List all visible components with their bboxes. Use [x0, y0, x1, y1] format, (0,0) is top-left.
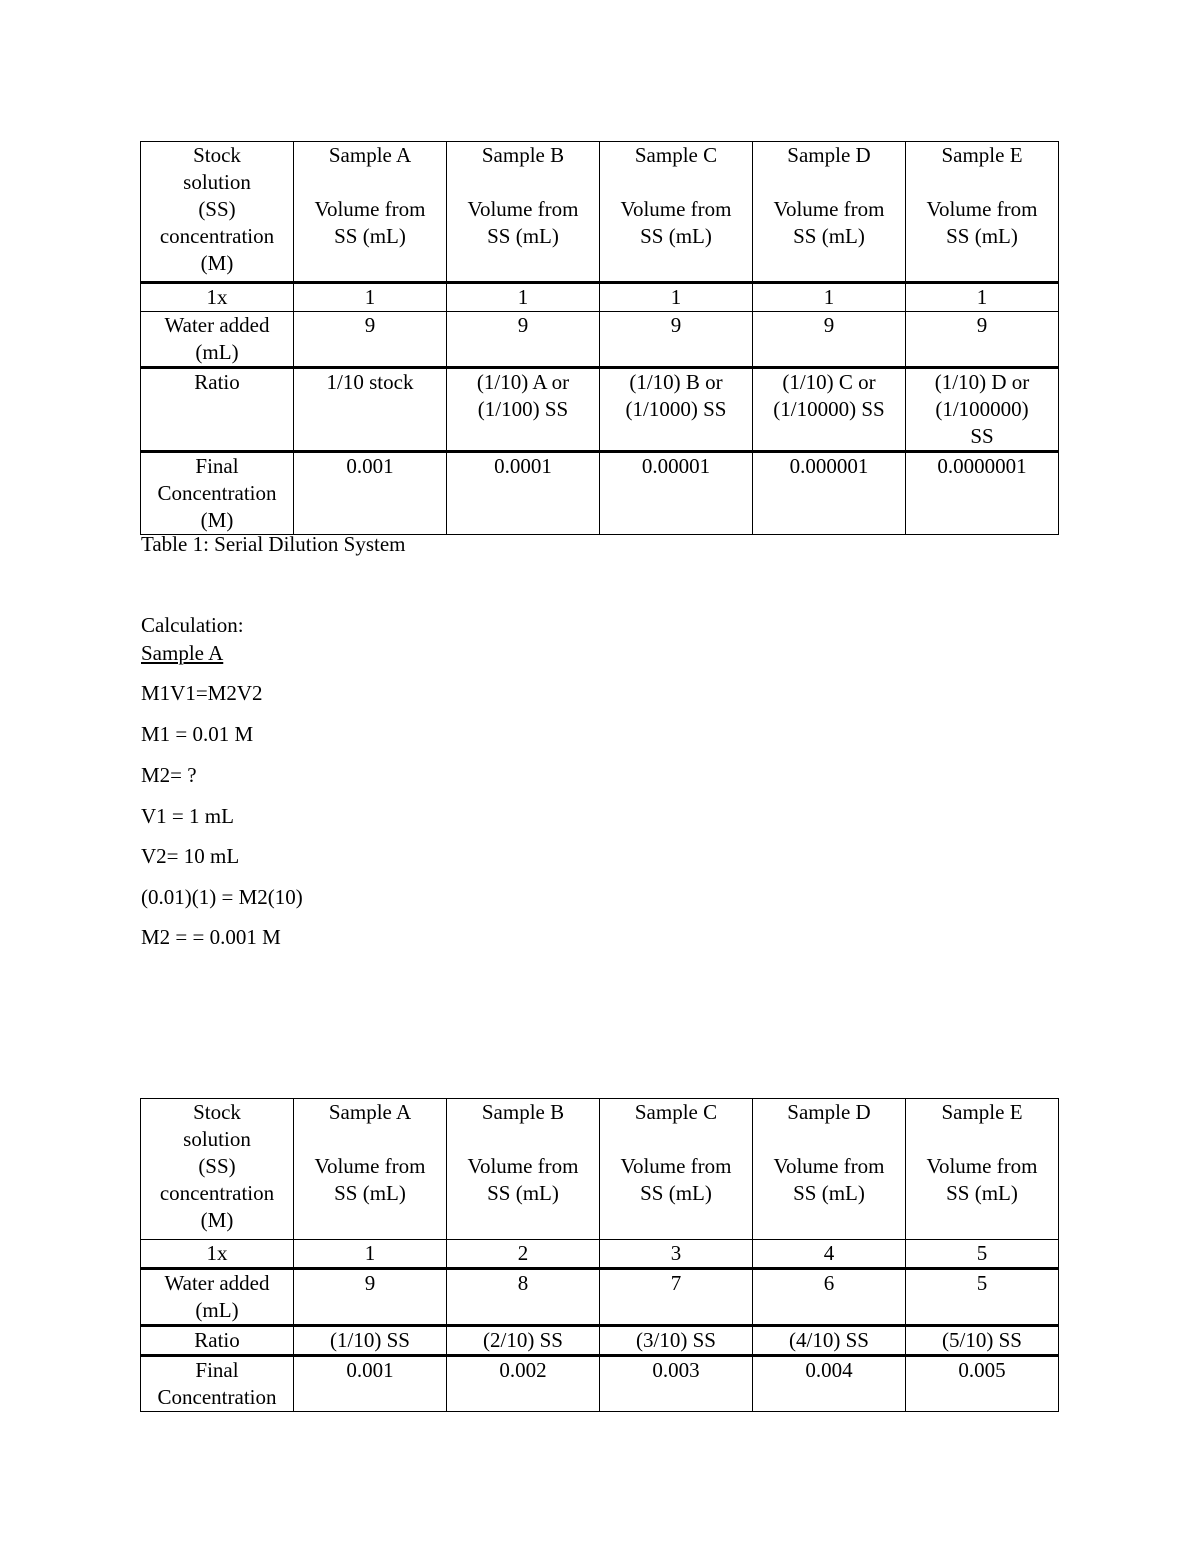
table-cell: Final Concentration [141, 1356, 294, 1412]
table-cell: 1x [141, 283, 294, 312]
table-cell: 9 [906, 312, 1059, 368]
table-row [141, 1240, 1059, 1269]
table-cell: Final Concentration (M) [141, 452, 294, 535]
header-cell: Sample D Volume from SS (mL) [753, 1099, 906, 1240]
table-cell: 1 [906, 283, 1059, 312]
table-cell: Water added (mL) [141, 1269, 294, 1326]
table-cell: (4/10) SS [753, 1326, 906, 1356]
table-cell: 0.001 [294, 452, 447, 535]
table-cell: 9 [753, 312, 906, 368]
table-cell: 1 [447, 283, 600, 312]
table-cell: 1 [294, 1240, 447, 1269]
equation-line: M2 = = 0.001 M [141, 925, 281, 949]
table-row [141, 452, 1059, 535]
table-cell: 0.000001 [753, 452, 906, 535]
calculation-heading: Calculation: [141, 613, 244, 637]
header-cell: Sample C Volume from SS (mL) [600, 142, 753, 283]
table-cell: 1 [294, 283, 447, 312]
header-cell: Stock solution (SS) concentration (M) [141, 1099, 294, 1240]
equation-line: M1V1=M2V2 [141, 681, 263, 705]
table-cell: Ratio [141, 368, 294, 452]
table-cell: 9 [447, 312, 600, 368]
serial-dilution-table [140, 141, 1059, 535]
table-cell: Water added (mL) [141, 312, 294, 368]
table-cell: (5/10) SS [906, 1326, 1059, 1356]
header-cell: Sample E Volume from SS (mL) [906, 142, 1059, 283]
header-cell: Sample D Volume from SS (mL) [753, 142, 906, 283]
table-cell: 0.003 [600, 1356, 753, 1412]
table-cell: 1x [141, 1240, 294, 1269]
table-row [141, 368, 1059, 452]
table-cell: (1/10) SS [294, 1326, 447, 1356]
table-cell: 5 [906, 1240, 1059, 1269]
table-cell: (1/10) B or (1/1000) SS [600, 368, 753, 452]
table-header-row [141, 142, 1059, 283]
table-cell: 0.0001 [447, 452, 600, 535]
table-cell: 0.001 [294, 1356, 447, 1412]
table-cell: 1/10 stock [294, 368, 447, 452]
equation-line: V2= 10 mL [141, 844, 240, 868]
equation-line: (0.01)(1) = M2(10) [141, 885, 303, 909]
table-cell: 9 [294, 312, 447, 368]
table-cell: 7 [600, 1269, 753, 1326]
table-cell: 9 [600, 312, 753, 368]
table-cell: 0.00001 [600, 452, 753, 535]
header-cell: Sample E Volume from SS (mL) [906, 1099, 1059, 1240]
table-cell: 6 [753, 1269, 906, 1326]
header-cell: Sample A Volume from SS (mL) [294, 1099, 447, 1240]
table-cell: 9 [294, 1269, 447, 1326]
equation-line: V1 = 1 mL [141, 804, 234, 828]
header-cell: Sample B Volume from SS (mL) [447, 1099, 600, 1240]
table-cell: (1/10) A or (1/100) SS [447, 368, 600, 452]
table-cell: 0.0000001 [906, 452, 1059, 535]
table-cell: Ratio [141, 1326, 294, 1356]
table-cell: 5 [906, 1269, 1059, 1326]
equation-line: M1 = 0.01 M [141, 722, 254, 746]
table-cell: (1/10) C or (1/10000) SS [753, 368, 906, 452]
table-cell: 3 [600, 1240, 753, 1269]
table-cell: 1 [600, 283, 753, 312]
table-row [141, 283, 1059, 312]
header-cell: Sample C Volume from SS (mL) [600, 1099, 753, 1240]
table-row [141, 312, 1059, 368]
calculation-subheading: Sample A [141, 641, 224, 665]
table-caption: Table 1: Serial Dilution System [141, 532, 406, 556]
header-cell: Sample B Volume from SS (mL) [447, 142, 600, 283]
table-cell: 2 [447, 1240, 600, 1269]
table-cell: 0.004 [753, 1356, 906, 1412]
header-cell: Sample A Volume from SS (mL) [294, 142, 447, 283]
table-cell: (1/10) D or (1/100000) SS [906, 368, 1059, 452]
dilution-table-2 [140, 1098, 1059, 1412]
table-row [141, 1356, 1059, 1412]
table-cell: 0.005 [906, 1356, 1059, 1412]
equation-line: M2= ? [141, 763, 197, 787]
table-cell: (3/10) SS [600, 1326, 753, 1356]
table-cell: 8 [447, 1269, 600, 1326]
table-cell: 0.002 [447, 1356, 600, 1412]
table-row [141, 1326, 1059, 1356]
header-cell: Stock solution (SS) concentration (M) [141, 142, 294, 283]
table-cell: 4 [753, 1240, 906, 1269]
table-row [141, 1269, 1059, 1326]
table-cell: (2/10) SS [447, 1326, 600, 1356]
table-header-row [141, 1099, 1059, 1240]
table-cell: 1 [753, 283, 906, 312]
